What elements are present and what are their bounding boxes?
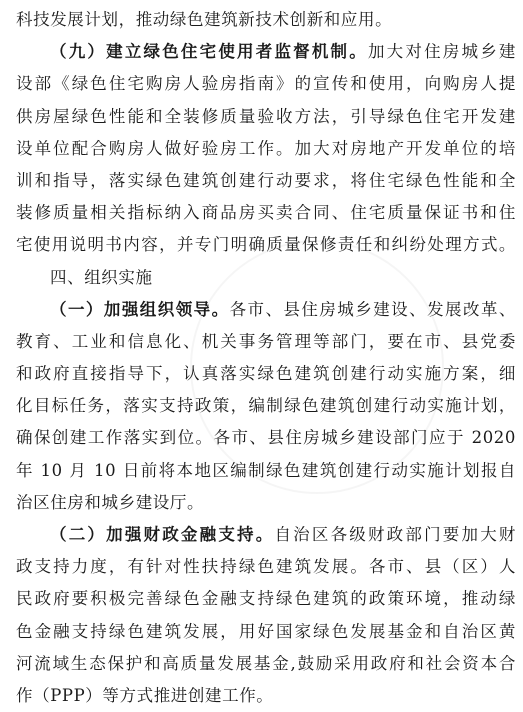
text-line: 色金融支持绿色建筑发展，用好国家绿色发展基金和自治区黄 xyxy=(16,621,516,641)
text-line: 宅使用说明书内容，并专门明确质量保修责任和纠纷处理方式。 xyxy=(16,235,516,255)
text-line: 设部《绿色住宅购房人验房指南》的宣传和使用，向购房人提 xyxy=(16,74,516,94)
section-heading: 四、组织实施 xyxy=(50,267,153,287)
paragraph-1-heading: （一）加强组织领导。 xyxy=(50,299,230,319)
text-line: 治区住房和城乡建设厅。 xyxy=(16,492,205,512)
paragraph-2-heading: （二）加强财政金融支持。 xyxy=(50,525,275,544)
text-line: 河流域生态保护和高质量发展基金,鼓励采用政府和社会资本合 xyxy=(16,653,516,673)
text-line: 装修质量相关指标纳入商品房买卖合同、住宅质量保证书和住 xyxy=(16,203,516,223)
paragraph-1-first-line xyxy=(16,294,516,326)
text-line: 确保创建工作落实到位。各市、县住房城乡建设部门应于 2020 xyxy=(16,428,516,448)
text-line: 化目标任务，落实支持政策，编制绿色建筑创建行动实施计划， xyxy=(16,396,516,416)
text-line: 政支持力度，有针对性扶持绿色建筑发展。各市、县（区）人 xyxy=(16,557,516,577)
paragraph-9-heading: （九）建立绿色住宅使用者监督机制。 xyxy=(50,42,368,62)
paragraph-9-first-line xyxy=(16,36,516,68)
text-line: 年 10 月 10 日前将本地区编制绿色建筑创建行动实施计划报自 xyxy=(16,460,516,480)
text-line: 训和指导，落实绿色建筑创建行动要求，将住宅绿色性能和全 xyxy=(16,170,516,190)
text-line: 教育、工业和信息化、机关事务管理等部门，要在市、县党委 xyxy=(16,331,516,351)
document-body xyxy=(16,4,516,712)
paragraph-2-first-line xyxy=(16,519,516,551)
text-line: 供房屋绿色性能和全装修质量验收方法，引导绿色住宅开发建 xyxy=(16,106,516,126)
text-line: 科技发展计划，推动绿色建筑新技术创新和应用。 xyxy=(16,10,393,29)
text-line: 自治区各级财政部门要加大财 xyxy=(274,525,516,544)
text-line: 和政府直接指导下，认真落实绿色建筑创建行动实施方案，细 xyxy=(16,364,516,384)
text-line: 加大对住房城乡建 xyxy=(367,42,516,62)
text-line: 设单位配合购房人做好验房工作。加大对房地产开发单位的培 xyxy=(16,138,516,158)
text-line: 民政府要积极完善绿色金融支持绿色建筑的政策环境，推动绿 xyxy=(16,589,516,609)
text-line: 作（PPP）等方式推进创建工作。 xyxy=(16,685,274,705)
text-line: 各市、县住房城乡建设、发展改革、 xyxy=(229,299,516,319)
